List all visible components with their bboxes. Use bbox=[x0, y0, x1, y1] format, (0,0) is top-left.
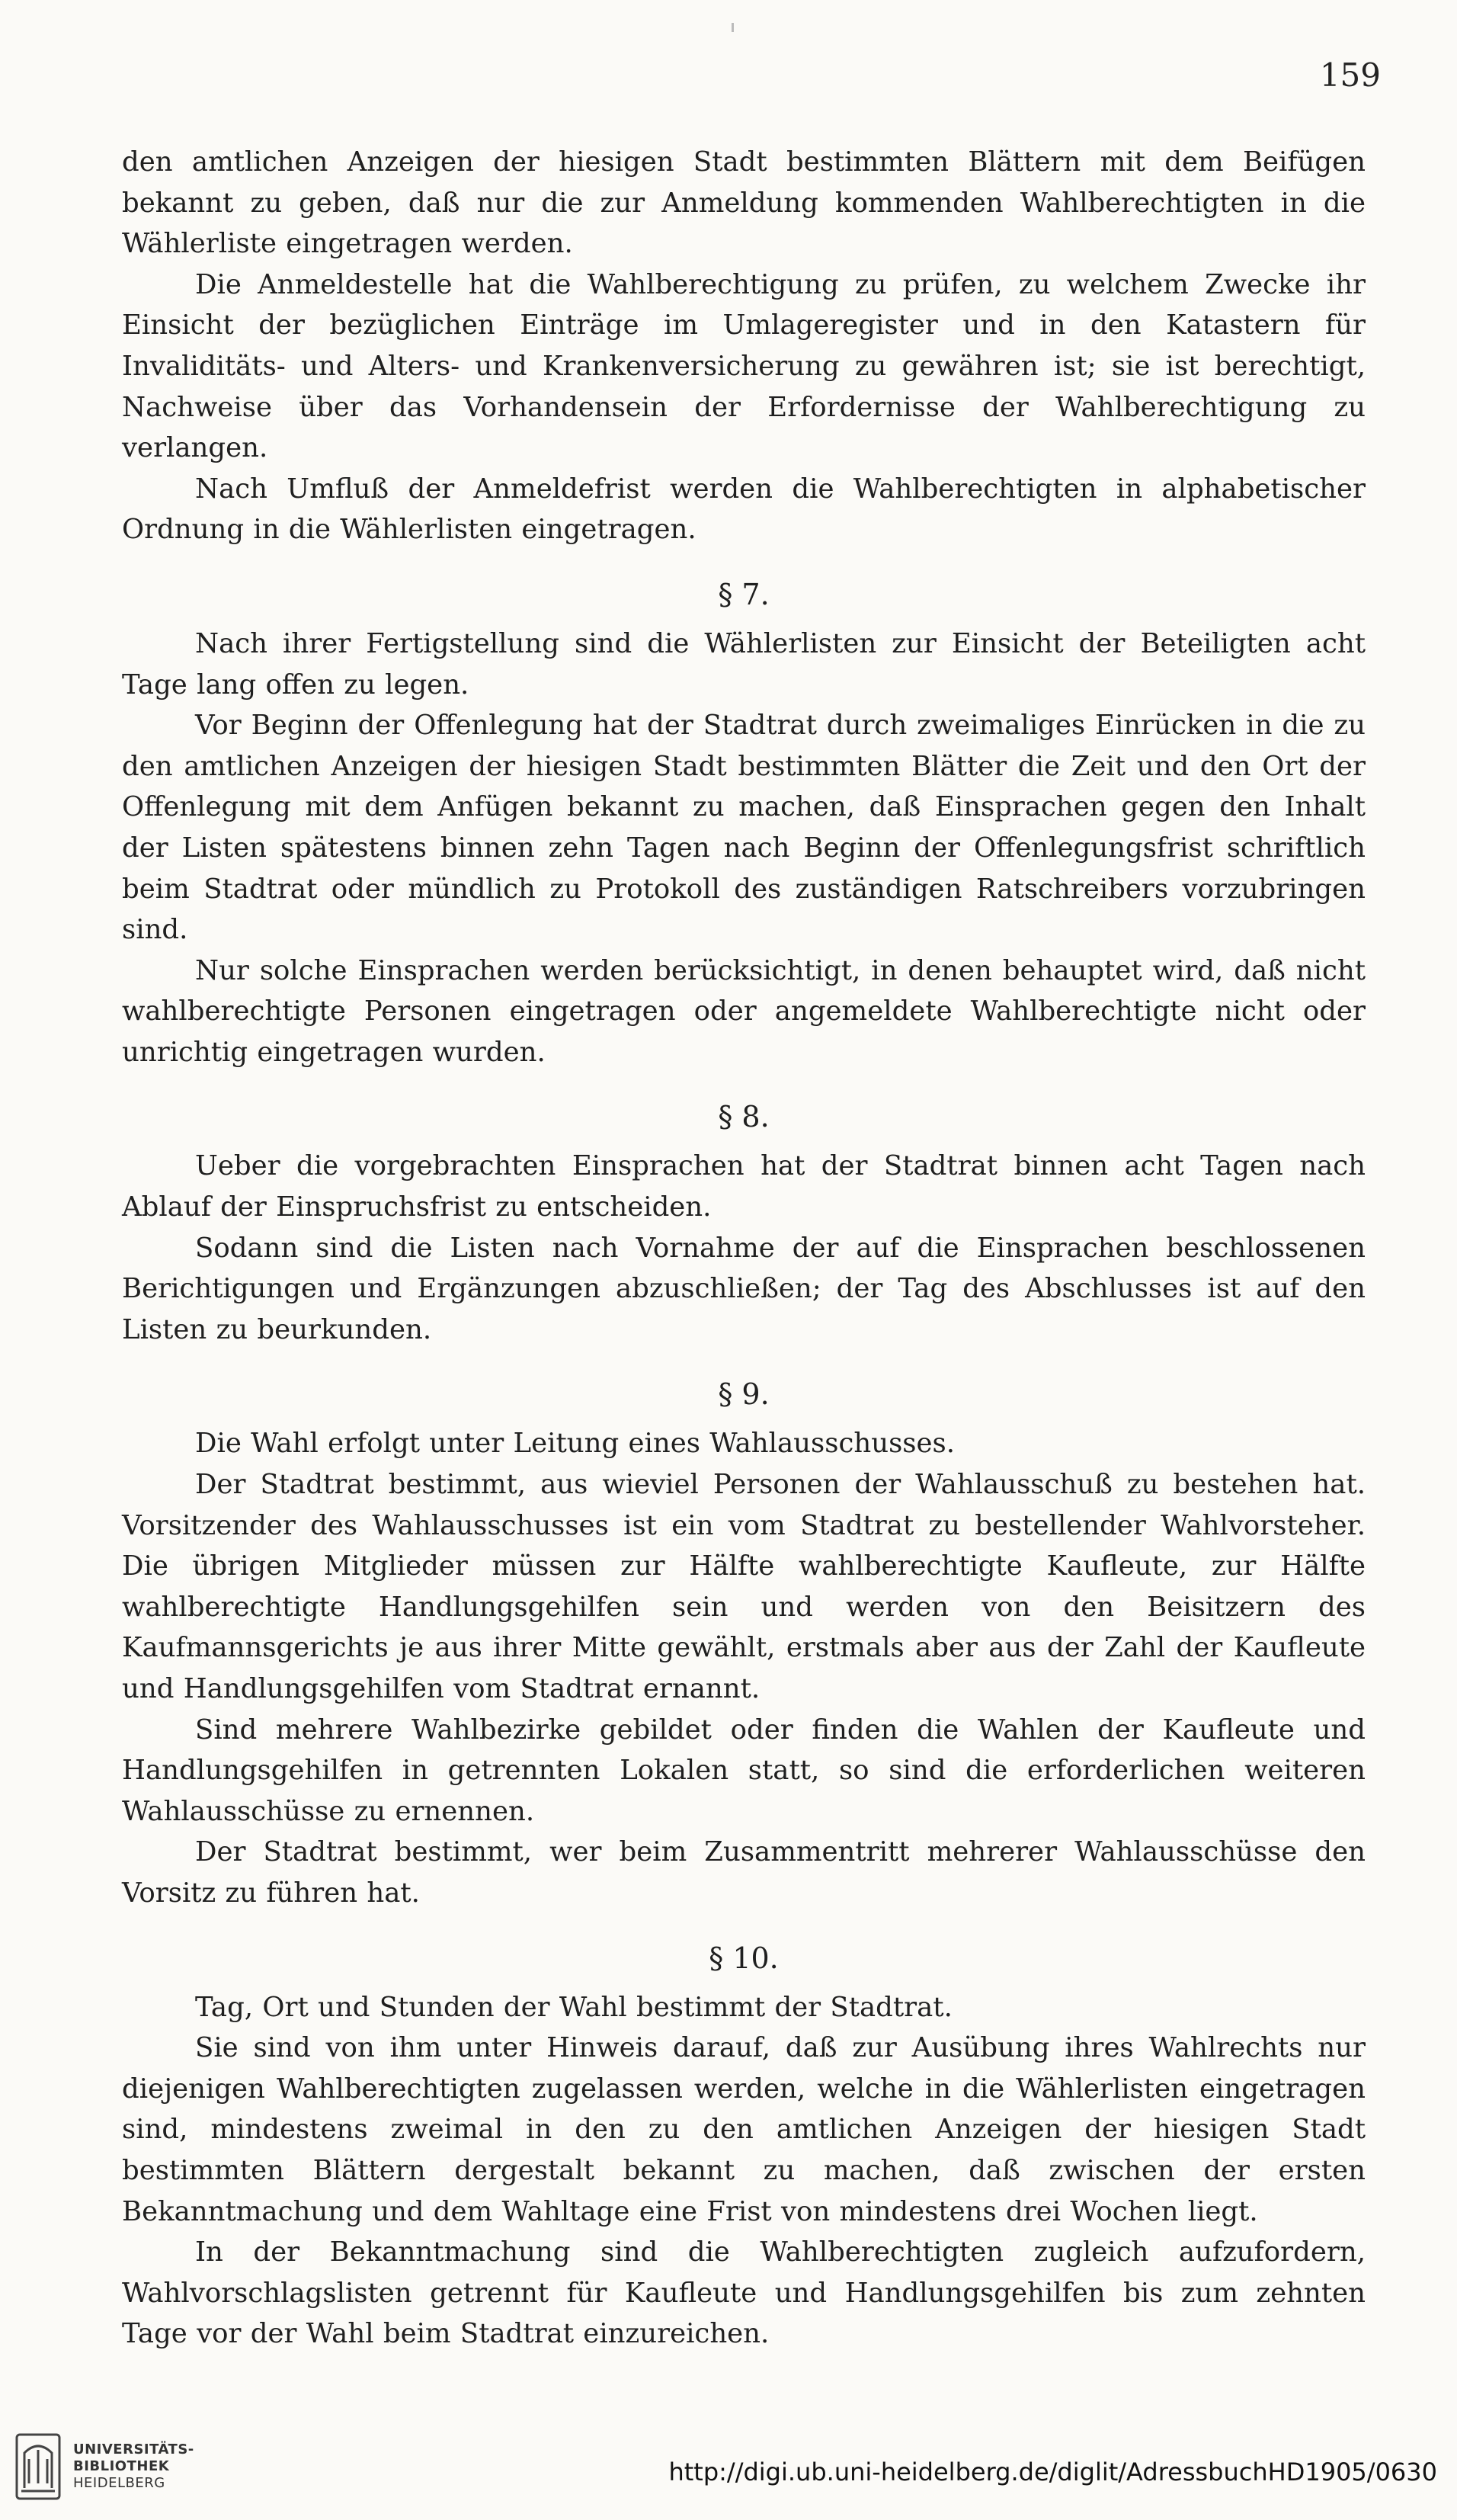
paragraph-9: Die Wahl erfolgt unter Leitung eines Wahlausschusses. bbox=[195, 1428, 956, 1460]
paragraph-2: Die Anmeldestelle hat die Wahlberechtigung zu prüfen, zu welchem Zwecke ihr Einsicht der bezüglichen Einträge im Umlageregister und in den Katastern für Invaliditäts- und Alters- und Krankenversicherung zu gewähren ist; sie ist berechtigt, Nachweise über das Vorhandensein der Erfordernisse der Wahlberechtigung zu verlangen. bbox=[122, 268, 1366, 464]
section-10 bbox=[122, 1987, 1366, 2355]
heidelberg-university-library-seal-icon bbox=[14, 2430, 62, 2503]
paragraph-14: Sie sind von ihm unter Hinweis darauf, daß zur Ausübung ihres Wahlrechts nur diejenigen Wahlberechtigten zugelassen werden, welche in die Wählerlisten eingetragen sind, mindestens zweimal in den zu den amtlichen Anzeigen der hiesigen Stadt bestimmten Blättern dergestalt bekannt zu machen, daß zwischen der ersten Bekanntmachung und dem Wahltage eine Frist von mindestens drei Wochen liegt. bbox=[122, 2032, 1366, 2227]
page-footer bbox=[0, 2413, 1457, 2520]
paragraph-10: Der Stadtrat bestimmt, aus wieviel Personen der Wahlausschuß zu bestehen hat. Vorsitzender des Wahlausschusses ist ein vom Stadtrat zu bestellender Wahlvorsteher. Die übrigen Mitglieder müssen zur Hälfte wahlberechtigte Kaufleute, zur Hälfte wahlberechtigte Handlungsgehilfen sein und werden von den Beisitzern des Kaufmannsgerichts je aus ihrer Mitte gewählt, erstmals aber aus der Zahl der Kaufleute und Handlungsgehilfen vom Stadtrat ernannt. bbox=[122, 1469, 1366, 1704]
section-8 bbox=[122, 1146, 1366, 1350]
section-heading-7: § 7. bbox=[718, 577, 770, 611]
section-7 bbox=[122, 624, 1366, 1073]
paragraph-15: In der Bekanntmachung sind die Wahlberechtigten zugleich aufzufordern, Wahlvorschlagslisten getrennt für Kaufleute und Handlungsgehilfen bis zum zehnten Tage vor der Wahl beim Stadtrat einzureichen. bbox=[122, 2236, 1366, 2350]
section-heading-10: § 10. bbox=[709, 1941, 779, 1975]
paragraph-8: Sodann sind die Listen nach Vornahme der auf die Einsprachen beschlossenen Berichtigungen und Ergänzungen abzuschließen; der Tag des Abschlusses ist auf den Listen zu beurkunden. bbox=[122, 1232, 1366, 1345]
source-url[interactable]: http://digi.ub.uni-heidelberg.de/diglit/AdressbuchHD1905/0630 bbox=[668, 2457, 1437, 2486]
section-heading-8: § 8. bbox=[718, 1100, 770, 1134]
section-heading-9: § 9. bbox=[718, 1377, 770, 1412]
library-name-line-1: UNIVERSITÄTS- bbox=[73, 2441, 194, 2457]
paragraph-12: Der Stadtrat bestimmt, wer beim Zusammentritt mehrerer Wahlausschüsse den Vorsitz zu führen hat. bbox=[122, 1836, 1366, 1909]
library-name-line-2: BIBLIOTHEK bbox=[73, 2458, 170, 2474]
paragraph-6: Nur solche Einsprachen werden berücksichtigt, in denen behauptet wird, daß nicht wahlberechtigte Personen eingetragen oder angemeldete Wahlberechtigte nicht oder unrichtig eingetragen wurden. bbox=[122, 954, 1366, 1068]
paragraph-7: Ueber die vorgebrachten Einsprachen hat der Stadtrat binnen acht Tagen nach Ablauf der Einspruchsfrist zu entscheiden. bbox=[122, 1150, 1366, 1223]
paragraph-5: Vor Beginn der Offenlegung hat der Stadtrat durch zweimaliges Einrücken in die zu den amtlichen Anzeigen der hiesigen Stadt bestimmten Blätter die Zeit und den Ort der Offenlegung mit dem Anfügen bekannt zu machen, daß Einsprachen gegen den Inhalt der Listen spätestens binnen zehn Tagen nach Beginn der Offenlegungsfrist schriftlich beim Stadtrat oder mündlich zu Protokoll des zuständigen Ratschreibers vorzubringen sind. bbox=[122, 710, 1366, 946]
paragraph-4: Nach ihrer Fertigstellung sind die Wählerlisten zur Einsicht der Beteiligten acht Tage lang offen zu legen. bbox=[122, 627, 1366, 701]
paragraph-11: Sind mehrere Wahlbezirke gebildet oder finden die Wahlen der Kaufleute und Handlungsgehilfen in getrennten Lokalen statt, so sind die erforderlichen weiteren Wahlausschüsse zu ernennen. bbox=[122, 1714, 1366, 1827]
paragraph-1: den amtlichen Anzeigen der hiesigen Stadt bestimmten Blättern mit dem Beifügen bekannt zu geben, daß nur die zur Anmeldung kommenden Wahlberechtigten in die Wählerliste eingetragen werden. bbox=[122, 146, 1366, 260]
scan-mark bbox=[732, 23, 734, 32]
library-logo[interactable] bbox=[14, 2430, 194, 2503]
text-column bbox=[122, 142, 1366, 2355]
library-name bbox=[73, 2441, 194, 2492]
page-number: 159 bbox=[1319, 56, 1381, 94]
section-9 bbox=[122, 1423, 1366, 1913]
continuation-paragraph bbox=[122, 142, 1366, 550]
library-name-line-3: HEIDELBERG bbox=[73, 2475, 165, 2491]
paragraph-13: Tag, Ort und Stunden der Wahl bestimmt der Stadtrat. bbox=[195, 1991, 953, 2023]
paragraph-3: Nach Umfluß der Anmeldefrist werden die Wahlberechtigten in alphabetischer Ordnung in die Wählerlisten eingetragen. bbox=[122, 473, 1366, 546]
